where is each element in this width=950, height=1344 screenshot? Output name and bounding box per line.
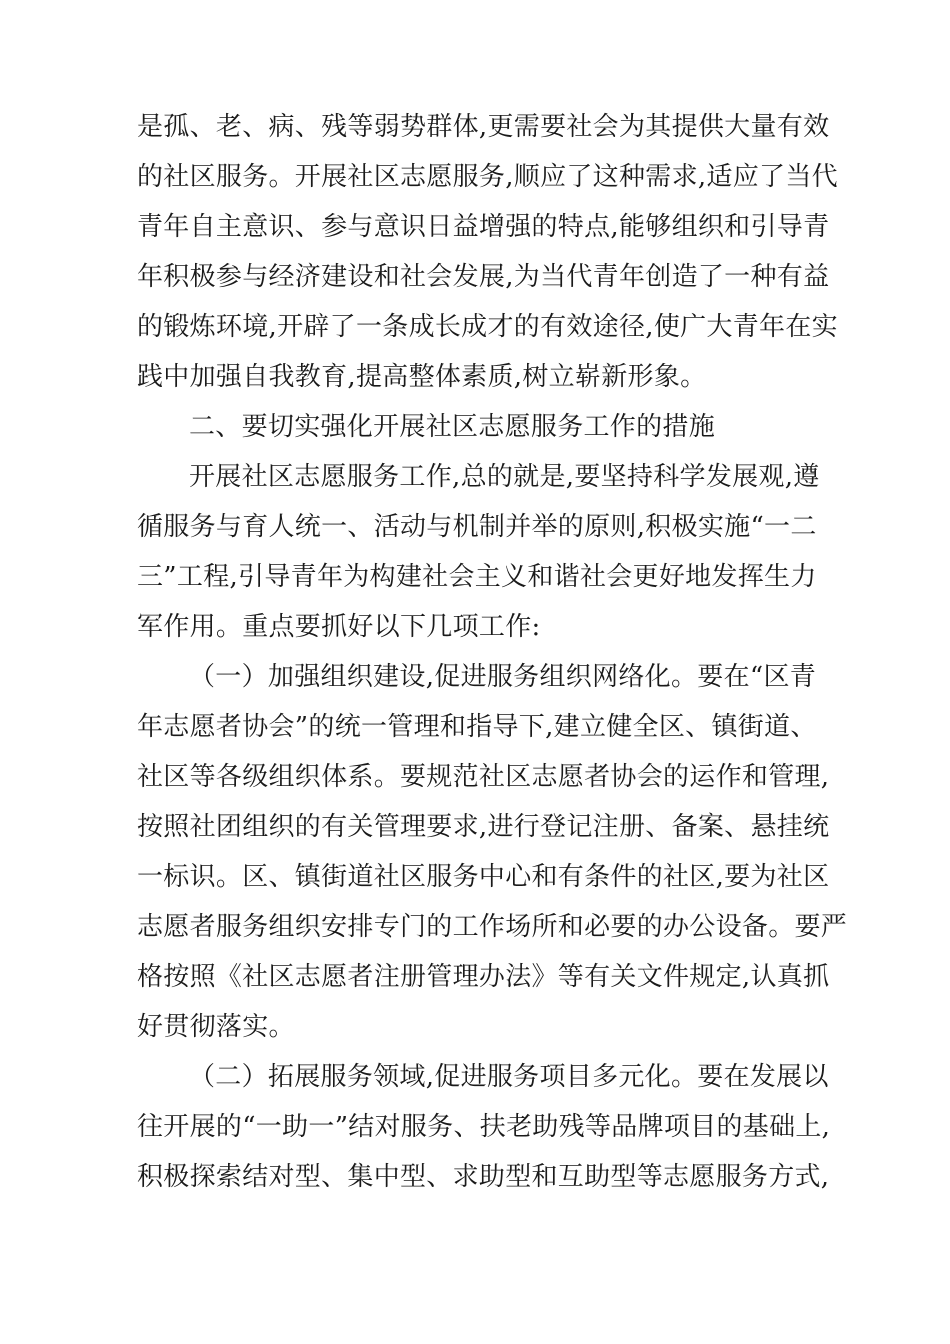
body-text-line: 一标识。区、镇街道社区服务中心和有条件的社区,要为社区 [137, 862, 830, 892]
body-text-line: 往开展的“一助一”结对服务、扶老助残等品牌项目的基础上, [137, 1112, 831, 1142]
body-text-line: 格按照《社区志愿者注册管理办法》等有关文件规定,认真抓 [137, 962, 830, 992]
body-text-line: 志愿者服务组织安排专门的工作场所和必要的办公设备。要严 [137, 912, 848, 942]
section-heading: 二、要切实强化开展社区志愿服务工作的措施 [189, 412, 716, 442]
body-text-line: 军作用。重点要抓好以下几项工作: [137, 612, 541, 642]
body-text-line: 开展社区志愿服务工作,总的就是,要坚持科学发展观,遵 [189, 462, 820, 492]
body-text-line: 社区等各级组织体系。要规范社区志愿者协会的运作和管理, [137, 762, 830, 792]
subsection-text-line: （二）拓展服务领域,促进服务项目多元化。要在发展以 [189, 1062, 829, 1092]
body-text-line: 年志愿者协会”的统一管理和指导下,建立健全区、镇街道、 [137, 712, 817, 742]
body-text-line: 循服务与育人统一、活动与机制并举的原则,积极实施“一二 [137, 512, 817, 542]
body-text-line: 的社区服务。开展社区志愿服务,顺应了这种需求,适应了当代 [137, 162, 838, 192]
body-text-line: 的锻炼环境,开辟了一条成长成才的有效途径,使广大青年在实 [137, 312, 838, 342]
body-text-line: 好贯彻落实。 [137, 1012, 295, 1042]
body-text-line: 按照社团组织的有关管理要求,进行登记注册、备案、悬挂统 [137, 812, 830, 842]
subsection-text-line: （一）加强组织建设,促进服务组织网络化。要在“区青 [189, 662, 817, 692]
body-text-line: 践中加强自我教育,提高整体素质,树立崭新形象。 [137, 362, 707, 392]
body-text-line: 青年自主意识、参与意识日益增强的特点,能够组织和引导青 [137, 212, 830, 242]
body-text-line: 年积极参与经济建设和社会发展,为当代青年创造了一种有益 [137, 262, 830, 292]
body-text-line: 三”工程,引导青年为构建社会主义和谐社会更好地发挥生力 [137, 562, 817, 592]
body-text-line: 积极探索结对型、集中型、求助型和互助型等志愿服务方式, [137, 1162, 830, 1192]
body-text-line: 是孤、老、病、残等弱势群体,更需要社会为其提供大量有效 [137, 112, 830, 142]
